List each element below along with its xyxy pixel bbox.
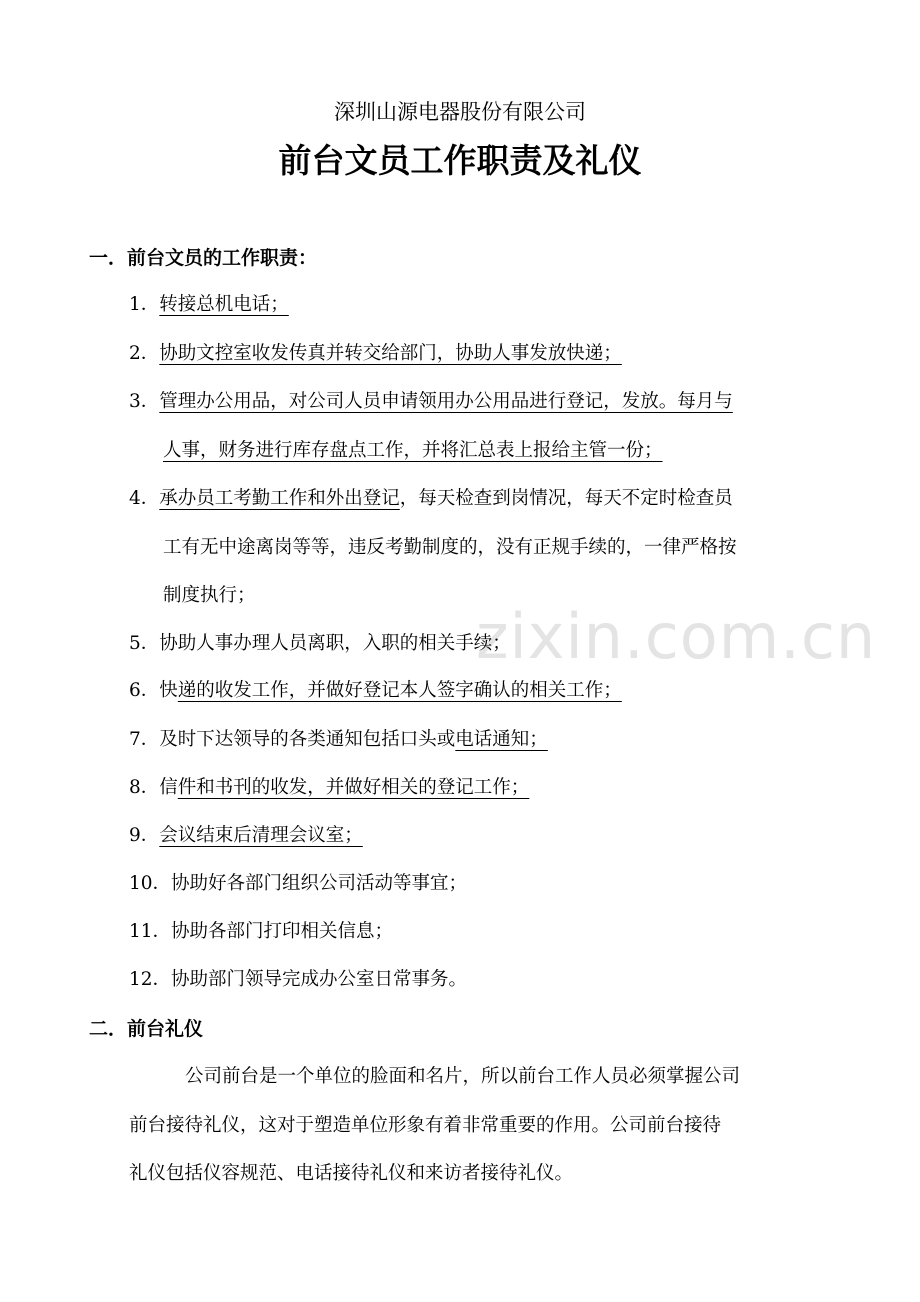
section-heading-etiquette: 二．前台礼仪 bbox=[89, 1018, 204, 1040]
item-number: 6． bbox=[129, 680, 160, 701]
item-number: 3． bbox=[129, 391, 160, 412]
item-number: 10． bbox=[129, 873, 172, 894]
duty-item-10 bbox=[129, 860, 834, 909]
duty-item-9 bbox=[129, 812, 834, 861]
item-text-continued-2: 制度执行； bbox=[163, 585, 256, 606]
duty-item-4 bbox=[129, 475, 834, 621]
item-text-underlined: 承办员工考勤工作和外出登记 bbox=[159, 488, 400, 509]
item-text: 转接总机电话； bbox=[159, 294, 289, 315]
item-text: 协助文控室收发传真并转交给部门，协助人事发放快递； bbox=[159, 343, 622, 364]
item-text: 会议结束后清理会议室； bbox=[159, 825, 363, 846]
item-text: 协助人事办理人员离职，入职的相关手续； bbox=[159, 633, 511, 654]
item-text-continued: 工有无中途离岗等等，违反考勤制度的，没有正规手续的，一律严格按 bbox=[163, 536, 737, 558]
item-number: 4． bbox=[129, 488, 160, 509]
paragraph-line-1: 公司前台是一个单位的脸面和名片，所以前台工作人员必须掌握公司 bbox=[185, 1066, 741, 1087]
duty-item-11 bbox=[129, 908, 834, 957]
duty-item-2 bbox=[129, 330, 834, 379]
item-number: 2． bbox=[129, 343, 160, 364]
section-heading-duties: 一．前台文员的工作职责： bbox=[89, 247, 318, 269]
etiquette-paragraph bbox=[129, 1053, 834, 1199]
duty-item-6 bbox=[129, 667, 834, 716]
duty-item-5 bbox=[129, 620, 834, 669]
duty-item-7 bbox=[129, 716, 834, 765]
item-text: ，每天检查到岗情况，每天不定时检查员 bbox=[399, 488, 733, 509]
item-text-underlined: 递的收发工作，并做好登记本人签字确认的相关工作； bbox=[177, 680, 622, 701]
item-text: 协助好各部门组织公司活动等事宜； bbox=[171, 873, 468, 894]
duty-item-12 bbox=[129, 956, 834, 1005]
item-text-underlined: 电话通知； bbox=[455, 729, 548, 750]
item-number: 11． bbox=[129, 921, 172, 942]
item-text-plain: 及时下达领导的各类通知包括口头或 bbox=[159, 729, 456, 750]
item-number: 7． bbox=[129, 729, 160, 750]
document-title: 前台文员工作职责及礼仪 bbox=[278, 141, 642, 180]
item-text: 管理办公用品，对公司人员申请领用办公用品进行登记，发放。每月与 bbox=[159, 391, 733, 412]
duty-item-3 bbox=[129, 378, 834, 475]
item-number: 8． bbox=[129, 777, 160, 798]
item-text: 协助各部门打印相关信息； bbox=[171, 921, 394, 942]
item-number: 5． bbox=[129, 633, 160, 654]
paragraph-line-3: 礼仪包括仪容规范、电话接待礼仪和来访者接待礼仪。 bbox=[129, 1163, 574, 1184]
paragraph-line-2: 前台接待礼仪，这对于塑造单位形象有着非常重要的作用。公司前台接待 bbox=[129, 1114, 722, 1136]
item-number: 12． bbox=[129, 969, 172, 990]
item-number: 1． bbox=[129, 294, 160, 315]
watermark-text: zixin.com.cn bbox=[476, 600, 877, 673]
item-text-plain: 信 bbox=[159, 777, 178, 798]
item-text-continued: 人事，财务进行库存盘点工作，并将汇总表上报给主管一份； bbox=[163, 439, 663, 461]
duty-item-1 bbox=[129, 281, 834, 330]
duty-item-8 bbox=[129, 764, 834, 813]
company-name: 深圳山源电器股份有限公司 bbox=[334, 100, 586, 124]
item-text: 协助部门领导完成办公室日常事务。 bbox=[171, 969, 468, 990]
item-number: 9． bbox=[129, 825, 160, 846]
item-text-underlined: 件和书刊的收发，并做好相关的登记工作； bbox=[177, 777, 530, 798]
item-text-plain: 快 bbox=[159, 680, 178, 701]
